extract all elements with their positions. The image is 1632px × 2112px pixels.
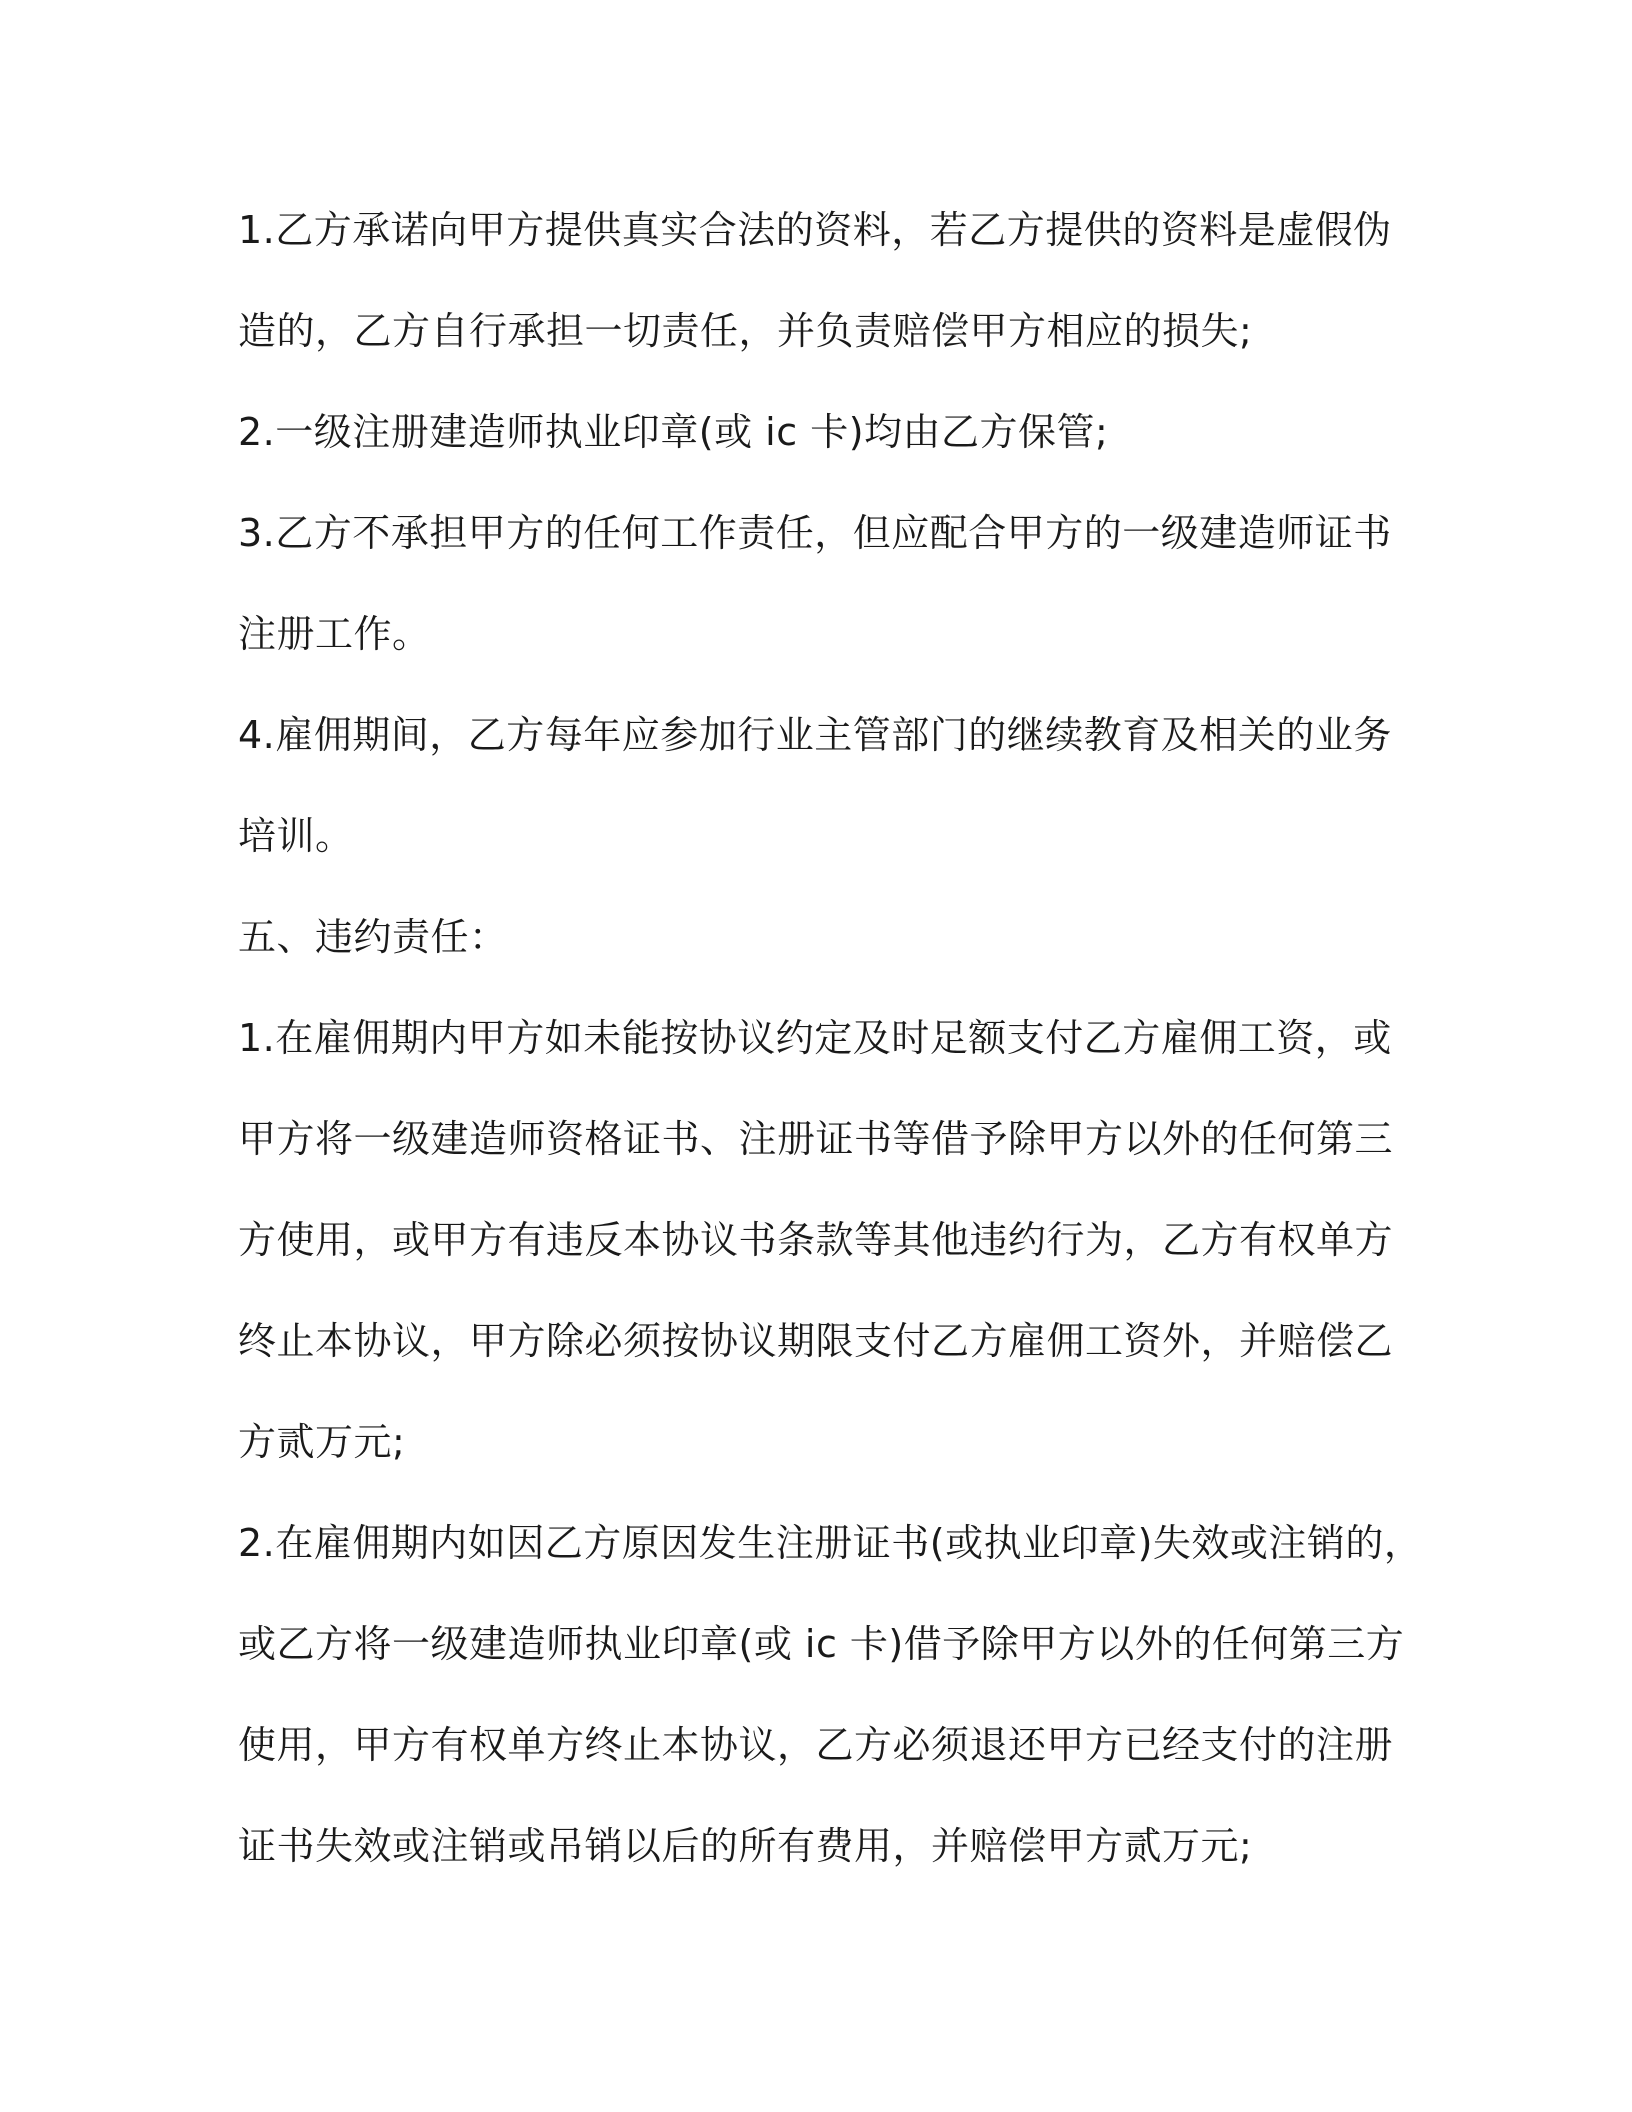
text-line: 注册工作。 <box>238 612 431 656</box>
paragraph-4 <box>238 685 1392 887</box>
paragraph-2 <box>238 382 1368 483</box>
text-line: 甲方将一级建造师资格证书、注册证书等借予除甲方以外的任何第三 <box>238 1117 1394 1161</box>
section-heading <box>238 887 1368 988</box>
text-line: 方使用，或甲方有违反本协议书条款等其他违约行为，乙方有权单方 <box>238 1218 1394 1262</box>
paragraph-1 <box>238 180 1392 382</box>
text-line: 或乙方将一级建造师执业印章(或 ic 卡)借予除甲方以外的任何第三方 <box>238 1622 1405 1666</box>
text-line: 4.雇佣期间，乙方每年应参加行业主管部门的继续教育及相关的业务 <box>238 713 1392 757</box>
text-line: 证书失效或注销或吊销以后的所有费用，并赔偿甲方贰万元; <box>238 1824 1253 1868</box>
text-line: 1.乙方承诺向甲方提供真实合法的资料，若乙方提供的资料是虚假伪 <box>238 208 1392 252</box>
text-line: 2.一级注册建造师执业印章(或 ic 卡)均由乙方保管; <box>238 410 1109 454</box>
text-line: 1.在雇佣期内甲方如未能按协议约定及时足额支付乙方雇佣工资，或 <box>238 1016 1392 1060</box>
text-line: 2.在雇佣期内如因乙方原因发生注册证书(或执业印章)失效或注销的， <box>238 1521 1423 1565</box>
section-heading-text: 五、违约责任： <box>238 915 508 959</box>
paragraph-6 <box>238 988 1394 1493</box>
text-line: 培训。 <box>238 814 354 858</box>
text-line: 使用，甲方有权单方终止本协议，乙方必须退还甲方已经支付的注册 <box>238 1723 1394 1767</box>
text-line: 方贰万元; <box>238 1420 406 1464</box>
paragraph-7 <box>238 1493 1423 1897</box>
text-line: 终止本协议，甲方除必须按协议期限支付乙方雇佣工资外，并赔偿乙 <box>238 1319 1394 1363</box>
text-line: 3.乙方不承担甲方的任何工作责任，但应配合甲方的一级建造师证书 <box>238 511 1392 555</box>
document-body <box>238 180 1423 1897</box>
paragraph-3 <box>238 483 1392 685</box>
text-line: 造的，乙方自行承担一切责任，并负责赔偿甲方相应的损失; <box>238 309 1253 353</box>
